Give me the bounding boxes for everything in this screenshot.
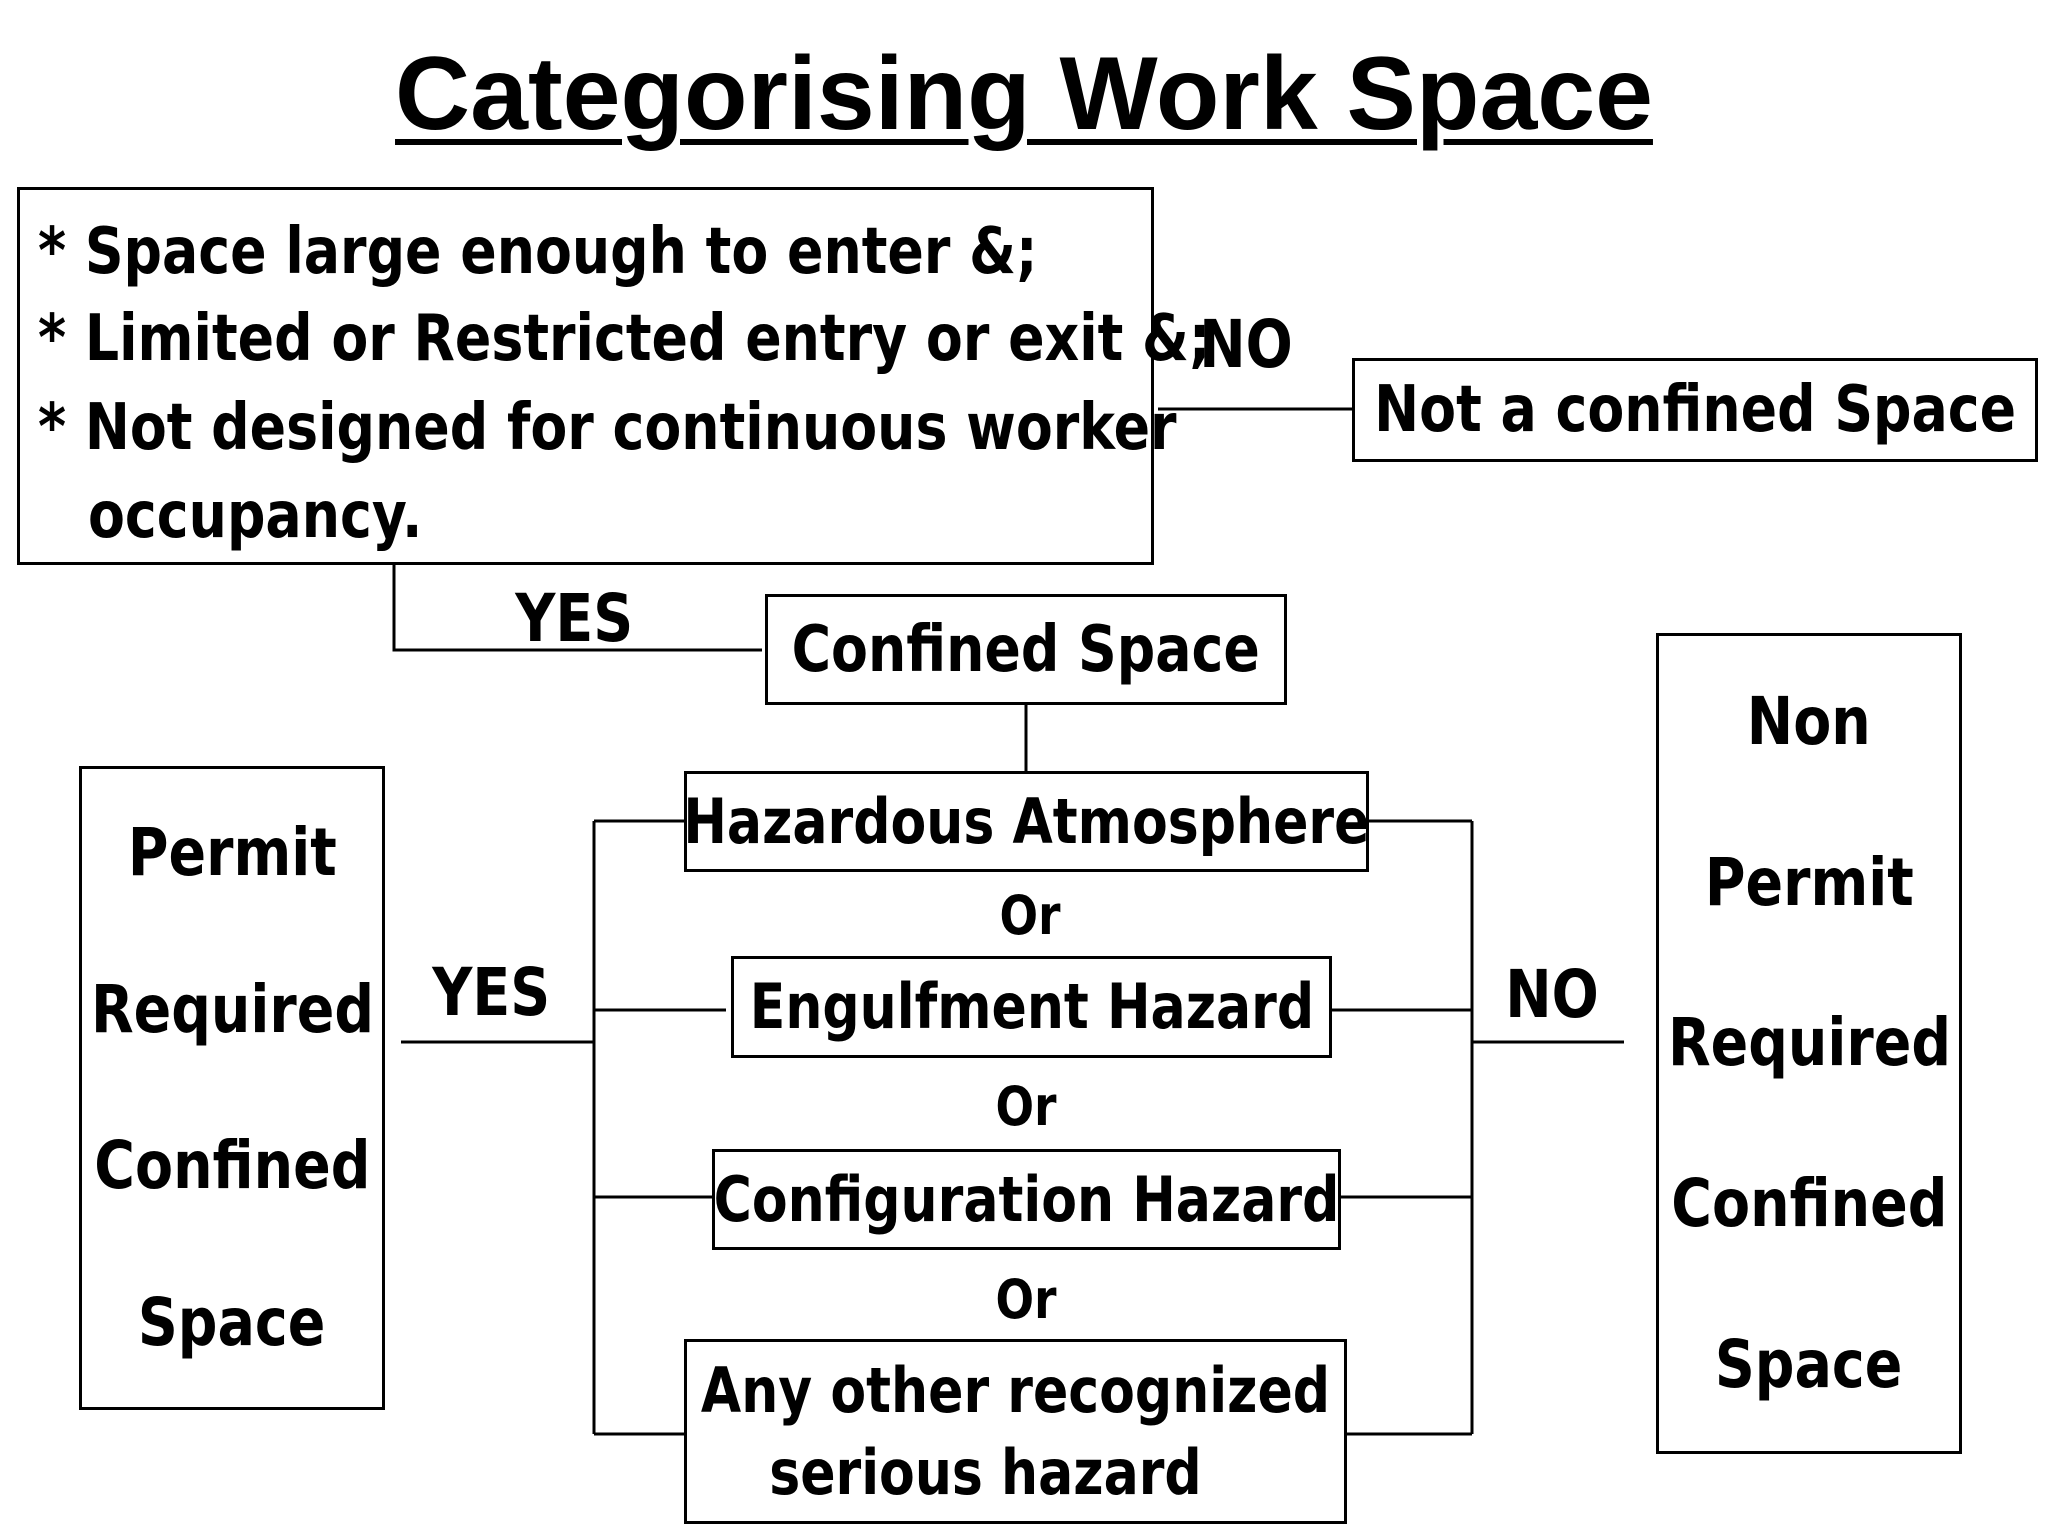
non-permit-word-4: Confined [1670, 1165, 1948, 1243]
not-confined-space-box [1352, 358, 2038, 462]
permit-required-word-3: Confined [93, 1127, 371, 1205]
non-permit-word-5: Space [1715, 1325, 1903, 1403]
permit-required-word-4: Space [138, 1283, 326, 1361]
non-permit-word-2: Permit [1704, 843, 1914, 921]
criteria-line-2: * Limited or Restricted entry or exit &; [38, 302, 1211, 376]
criteria-box [17, 187, 1211, 565]
confined-space-label: Confined Space [791, 612, 1261, 687]
criteria-line-1: * Space large enough to enter &; [38, 215, 1038, 289]
or-label-3: Or [995, 1268, 1057, 1331]
criteria-line-3: * Not designed for continuous worker [38, 391, 1177, 465]
other-serious-hazard-box [684, 1339, 1347, 1524]
permit-required-word-1: Permit [127, 814, 337, 892]
top-no-label: NO [1199, 306, 1293, 383]
non-permit-word-3: Required [1667, 1004, 1951, 1082]
left-yes-label: YES [432, 954, 551, 1031]
not-confined-space-label: Not a confined Space [1374, 373, 2016, 447]
configuration-hazard-box [712, 1149, 1341, 1250]
engulfment-hazard-box [731, 956, 1332, 1058]
confined-space-box [765, 594, 1287, 705]
diagram-title-text: Categorising Work Space [395, 36, 1653, 152]
permit-required-confined-space-box [79, 766, 385, 1410]
hazardous-atmosphere-box [684, 771, 1369, 872]
hazardous-atmosphere-label: Hazardous Atmosphere [683, 784, 1370, 858]
right-no-label: NO [1505, 956, 1599, 1033]
or-label-1: Or [999, 884, 1061, 947]
configuration-hazard-label: Configuration Hazard [713, 1162, 1340, 1236]
engulfment-hazard-label: Engulfment Hazard [749, 970, 1314, 1043]
other-serious-hazard-line-1: Any other recognized [700, 1353, 1331, 1427]
top-yes-label: YES [515, 580, 634, 657]
permit-required-word-2: Required [90, 970, 374, 1048]
non-permit-required-confined-space-box [1656, 633, 1962, 1454]
criteria-line-4: occupancy. [88, 479, 423, 553]
non-permit-word-1: Non [1747, 683, 1871, 761]
or-label-2: Or [995, 1075, 1057, 1138]
other-serious-hazard-line-2: serious hazard [769, 1435, 1202, 1509]
